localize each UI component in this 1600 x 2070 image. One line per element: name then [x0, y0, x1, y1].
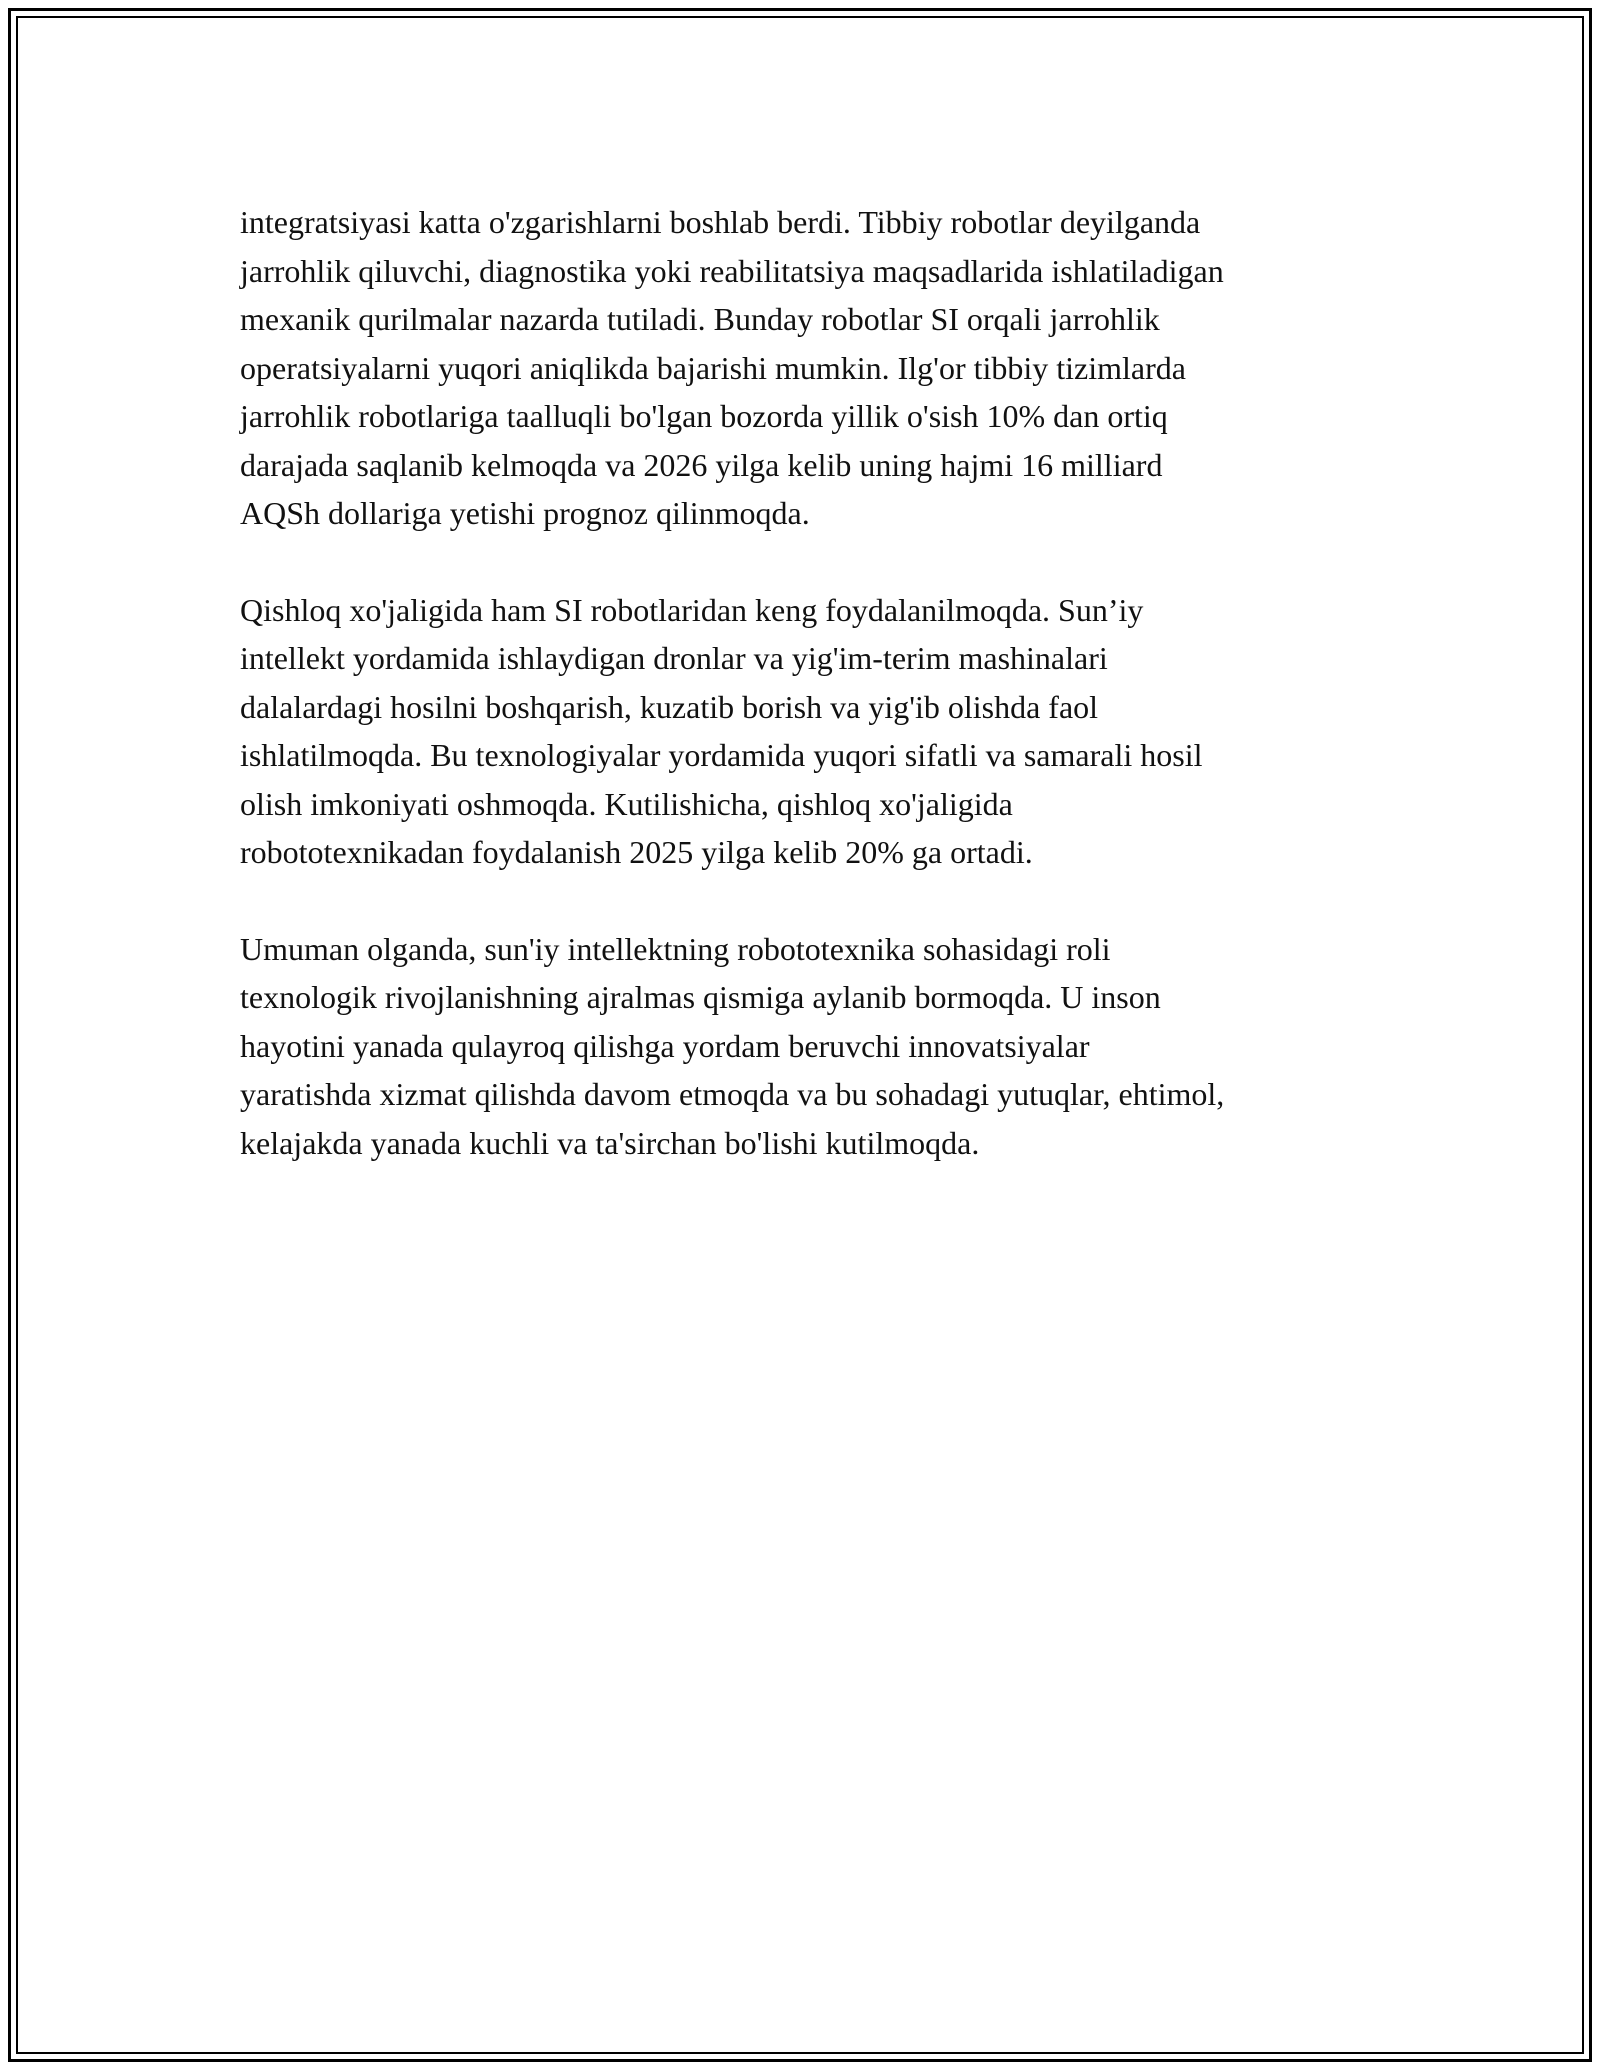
page — [16, 16, 1584, 2054]
text-line: Umuman olganda, sun'iy intellektning robototexnika sohasidagi roli — [240, 930, 1111, 967]
text-line: jarrohlik robotlariga taalluqli bo'lgan bozorda yillik o'sish 10% dan ortiq — [240, 398, 1168, 434]
paragraph-medical-robots — [240, 198, 1400, 538]
text-line: kelajakda yanada kuchli va ta'sirchan bo'lishi kutilmoqda. — [240, 1124, 980, 1161]
document-body — [240, 198, 1400, 1215]
text-line: ishlatilmoqda. Bu texnologiyalar yordamida yuqori sifatli va samarali hosil — [240, 737, 1203, 773]
text-line: yaratishda xizmat qilishda davom etmoqda va bu sohadagi yutuqlar, ehtimol, — [240, 1076, 1225, 1112]
text-line: Qishloq xo'jaligida ham SI robotlaridan keng foydalanilmoqda. Sun’iy — [240, 591, 1144, 628]
text-line: robototexnikadan foydalanish 2025 yilga kelib 20% ga ortadi. — [240, 834, 1033, 870]
text-line: jarrohlik qiluvchi, diagnostika yoki reabilitatsiya maqsadlarida ishlatiladigan — [240, 252, 1224, 289]
page-border — [8, 8, 1592, 2062]
text-line: operatsiyalarni yuqori aniqlikda bajarishi mumkin. Ilg'or tibbiy tizimlarda — [240, 349, 1186, 386]
paragraph-conclusion — [240, 925, 1400, 1168]
text-line: dalalardagi hosilni boshqarish, kuzatib borish va yig'ib olishda faol — [240, 688, 1099, 725]
paragraph-agriculture — [240, 586, 1400, 877]
text-line: texnologik rivojlanishning ajralmas qismiga aylanib bormoqda. U inson — [240, 979, 1161, 1015]
text-line: darajada saqlanib kelmoqda va 2026 yilga kelib uning hajmi 16 milliard — [240, 446, 1163, 483]
text-line: hayotini yanada qulayroq qilishga yordam beruvchi innovatsiyalar — [240, 1027, 1090, 1064]
text-line: AQSh dollariga yetishi prognoz qilinmoqda. — [240, 495, 810, 531]
text-line: olish imkoniyati oshmoqda. Kutilishicha, qishloq xo'jaligida — [240, 785, 1013, 822]
text-line: intellekt yordamida ishlaydigan dronlar va yig'im-terim mashinalari — [240, 640, 1108, 676]
text-line: mexanik qurilmalar nazarda tutiladi. Bunday robotlar SI orqali jarrohlik — [240, 301, 1160, 337]
text-line: integratsiyasi katta o'zgarishlarni boshlab berdi. Tibbiy robotlar deyilganda — [240, 204, 1201, 240]
